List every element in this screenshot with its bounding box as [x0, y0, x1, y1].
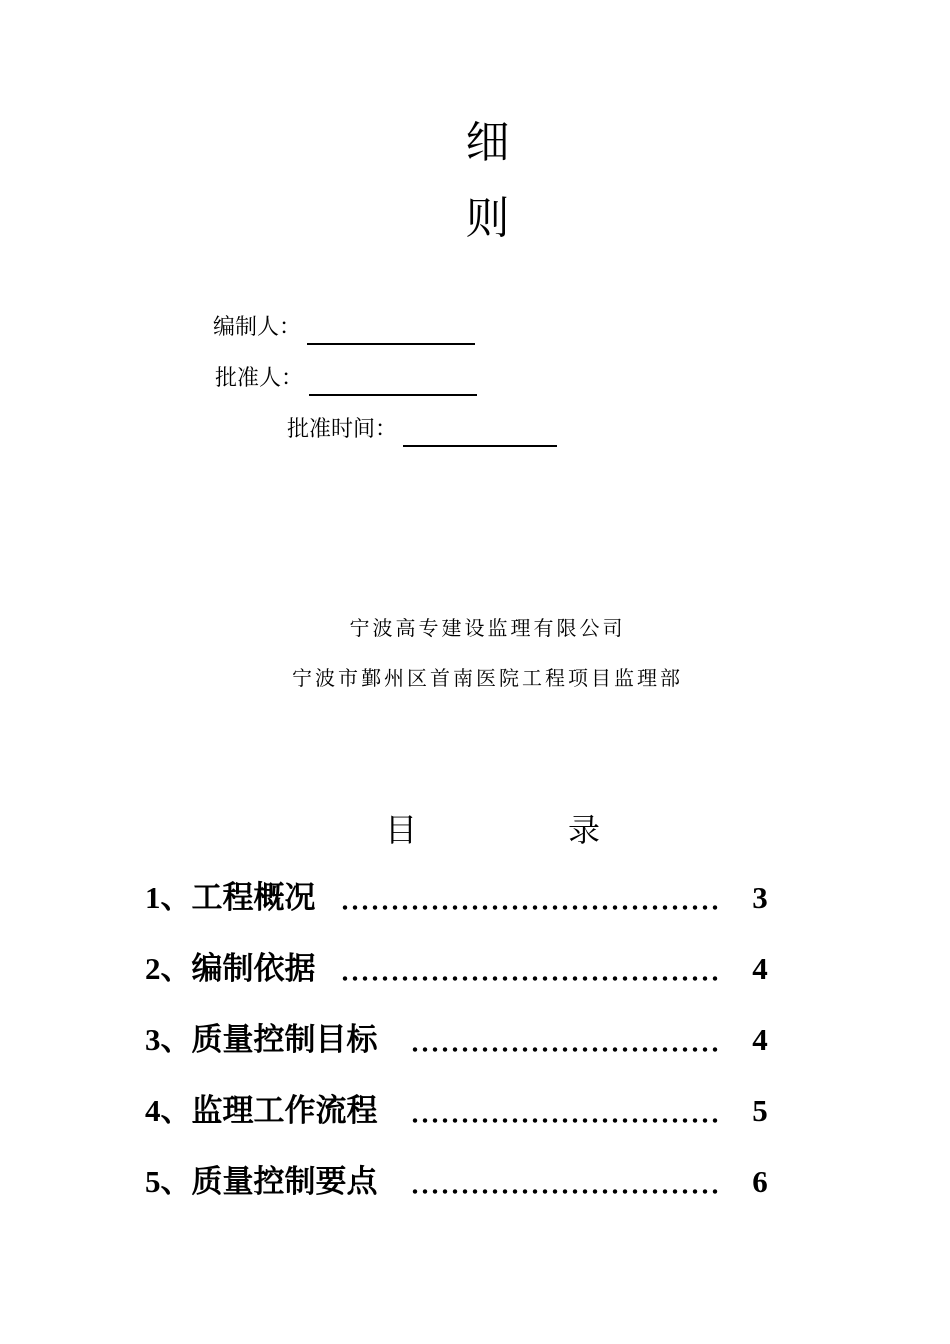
compiler-label: 编制人：	[213, 315, 302, 340]
toc-page-number: 5	[752, 1093, 768, 1128]
company-name: 宁波高专建设监理有限公司	[349, 616, 626, 640]
toc-heading-char-1: 目	[385, 811, 418, 849]
toc-entry-title: 1、工程概况	[145, 880, 316, 915]
toc-entry[interactable]	[145, 876, 780, 920]
approver-signature-row	[215, 362, 477, 396]
toc-entry[interactable]	[145, 1018, 780, 1062]
document-title-line-1: 细	[465, 117, 510, 168]
department-name: 宁波市鄞州区首南医院工程项目监理部	[292, 666, 683, 690]
approve-time-label: 批准时间：	[287, 417, 398, 442]
approver-signature-line	[309, 372, 477, 396]
compiler-signature-line	[307, 321, 475, 345]
approver-label: 批准人：	[215, 366, 304, 391]
toc-heading	[385, 808, 600, 852]
toc-entry[interactable]	[145, 1160, 780, 1204]
document-title-line-2: 则	[465, 193, 510, 244]
toc-dot-leader	[410, 1118, 720, 1123]
toc-heading-char-2: 录	[567, 811, 600, 849]
toc-page-number: 6	[752, 1164, 768, 1199]
toc-entry-title: 2、编制依据	[145, 951, 316, 986]
toc-dot-leader	[410, 1047, 720, 1052]
compiler-signature-row	[213, 311, 475, 345]
toc-entry[interactable]	[145, 1089, 780, 1133]
toc-dot-leader	[410, 1189, 720, 1194]
toc-entry-title: 3、质量控制目标	[145, 1022, 378, 1057]
toc-page-number: 3	[752, 880, 768, 915]
toc-dot-leader	[340, 905, 720, 910]
approve-time-row	[287, 413, 557, 447]
approve-time-line	[403, 423, 557, 447]
toc-page-number: 4	[752, 1022, 768, 1057]
toc-page-number: 4	[752, 951, 768, 986]
toc-dot-leader	[340, 976, 720, 981]
toc-entry[interactable]	[145, 947, 780, 991]
toc-entry-title: 4、监理工作流程	[145, 1093, 378, 1128]
toc-entry-title: 5、质量控制要点	[145, 1164, 378, 1199]
